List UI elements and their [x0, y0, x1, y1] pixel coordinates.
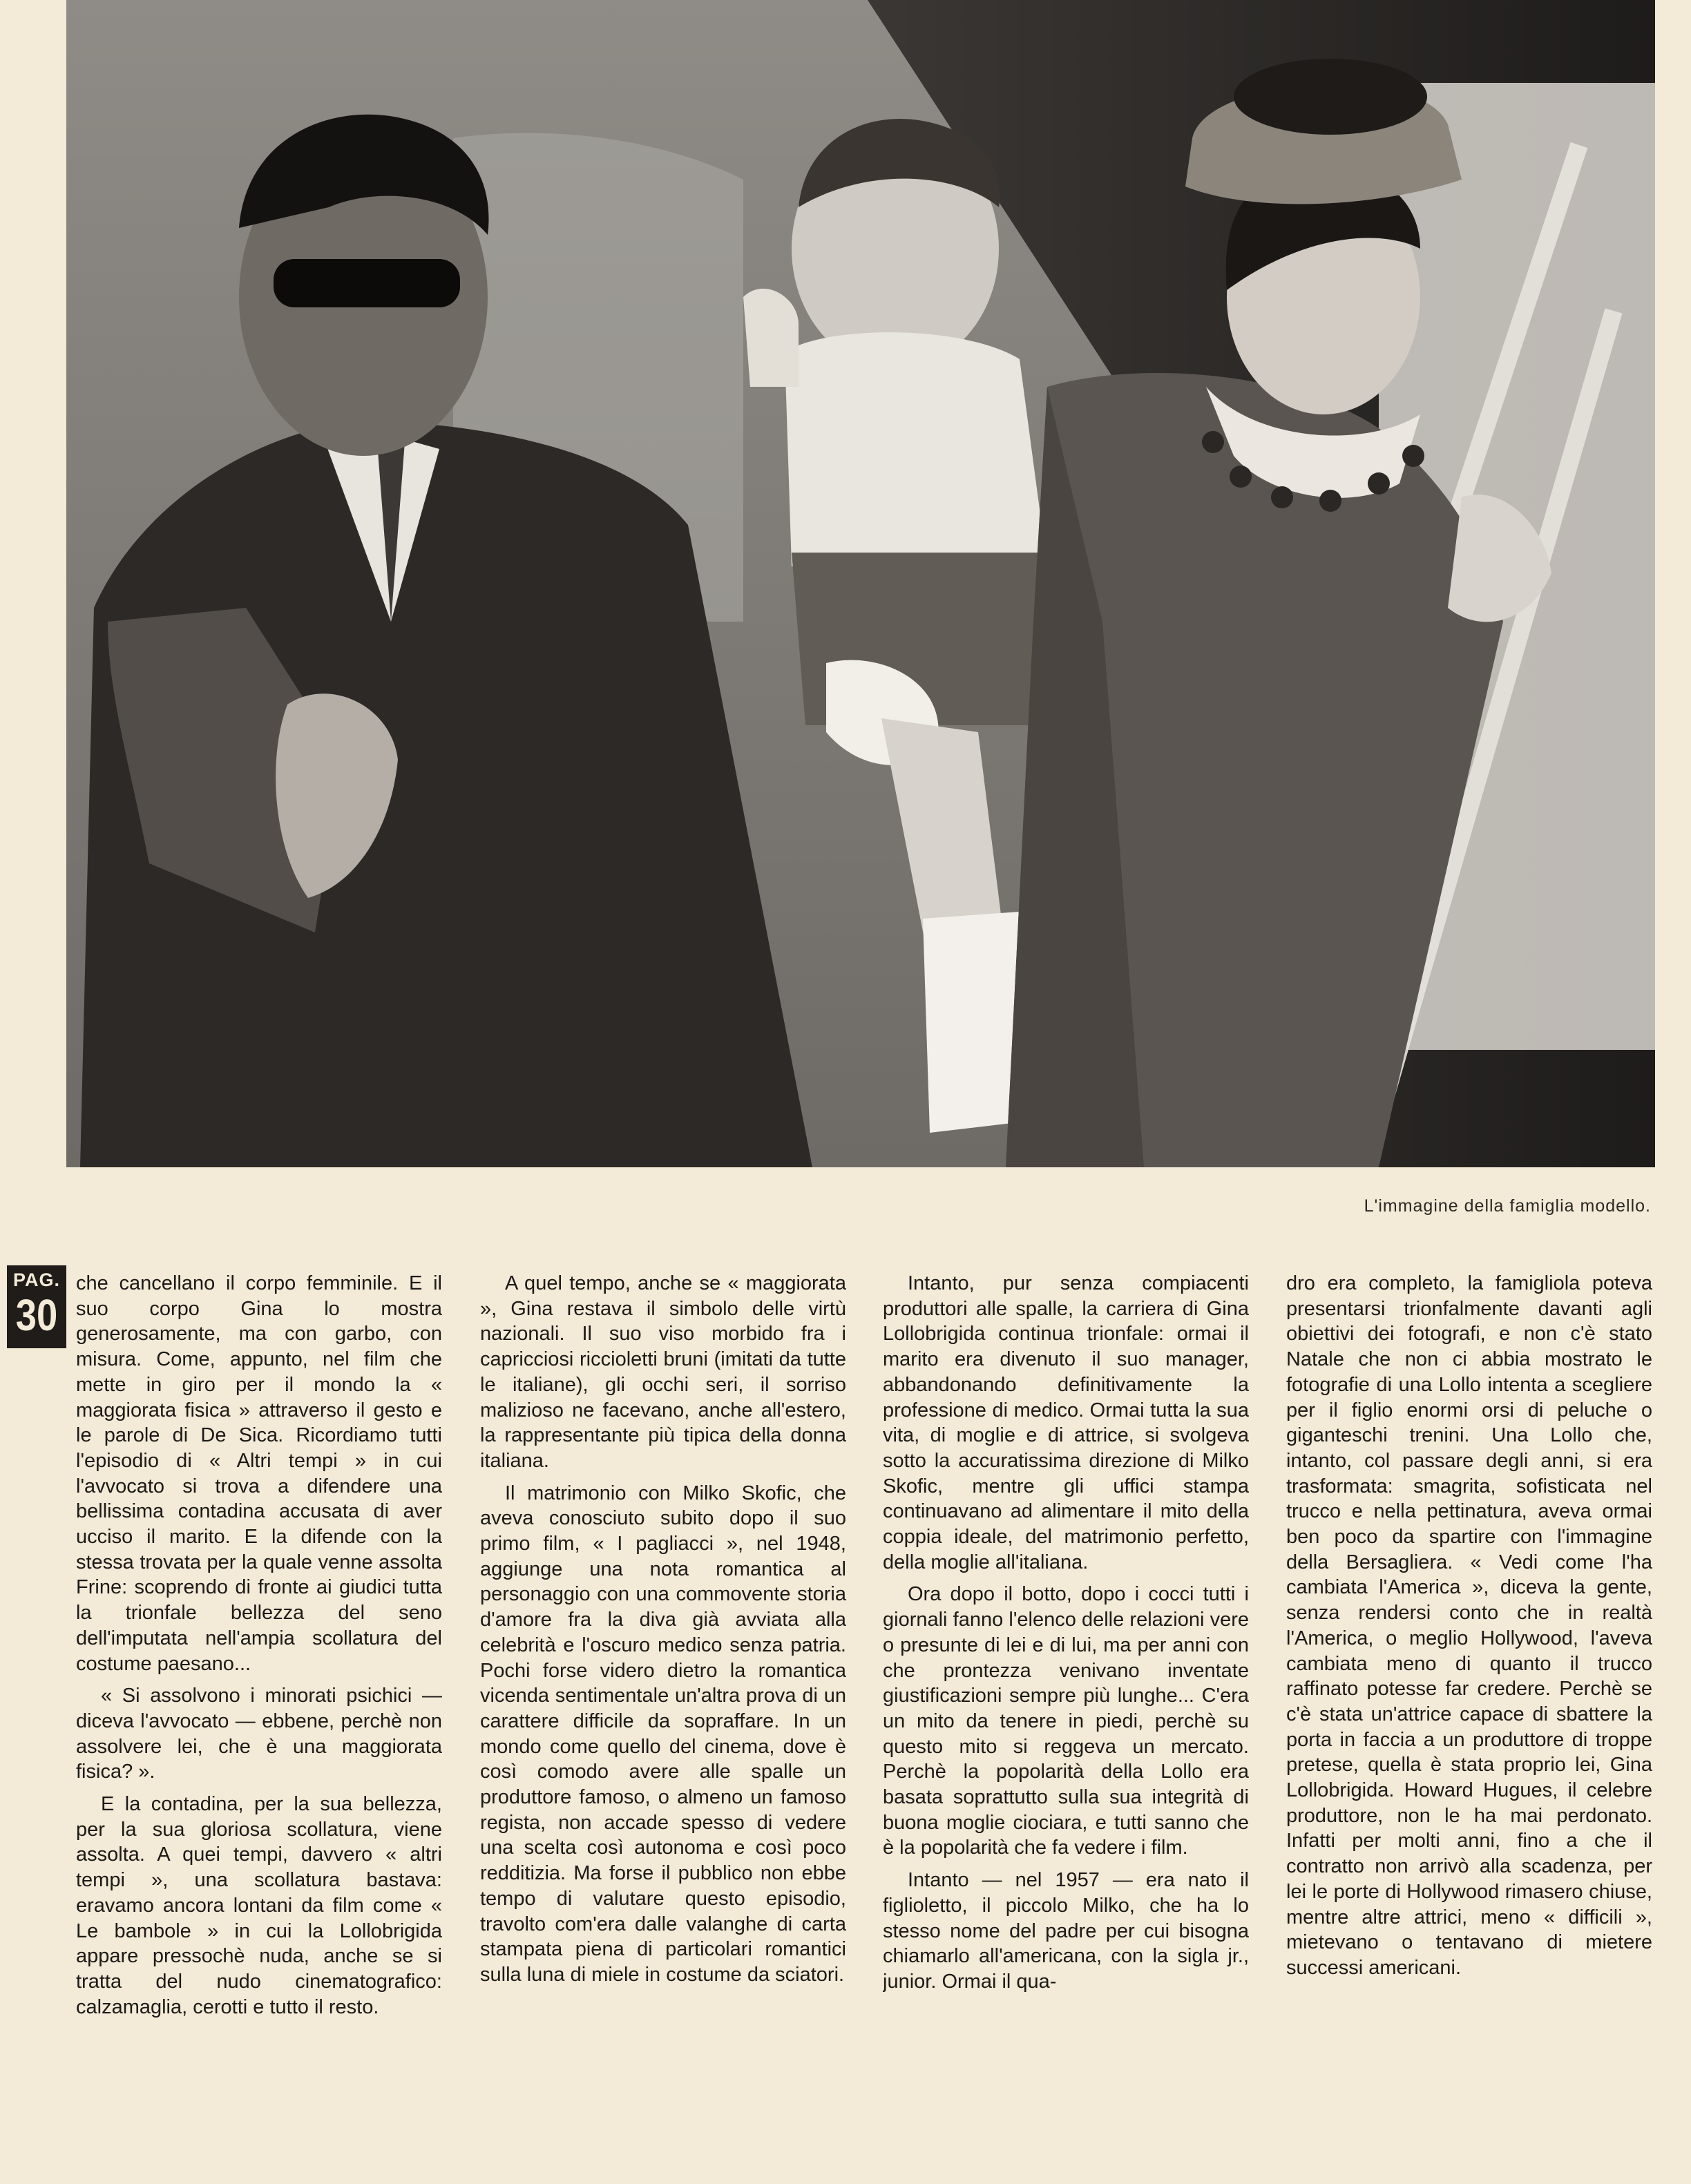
paragraph: Ora dopo il botto, dopo i cocci tutti i giornali fanno l'elenco delle relazioni vere o presunte di lei e di lui, ma per anni con che prontezza venivano inventate giustificazioni sempre più lunghe... C'era un mito da tenere in piedi, perchè su questo mito si reggeva un mercato. Perchè la popolarità della Lollo era basata soprattutto sulla sua integrità di buona moglie ciociara, e tutti sanno che è la popolarità che fa vedere i film. — [883, 1583, 1249, 1859]
text-column-2 — [480, 1271, 846, 2162]
text-column-4 — [1286, 1271, 1652, 2162]
page-number-tab — [7, 1265, 66, 1348]
photo-caption: L'immagine della famiglia modello. — [1364, 1196, 1651, 1216]
paragraph: dro era completo, la famigliola poteva presentarsi trionfalmente davanti agli obiettivi dei fotografi, e non c'è stato Natale che non ci abbia mostrato le fotografie di una Lollo intenta a scegliere per il figlio enormi orsi di peluche o giganteschi trenini. Una Lollo che, intanto, col passare degli anni, si era trasformata: smagrita, sofisticata nel trucco e nella pettinatura, aveva ormai ben poco da spartire con l'immagine della Bersagliera. « Vedi come l'ha cambiata l'America », diceva la gente, senza rendersi conto che in realtà l'America, o meglio Hollywood, l'aveva cambiata meno di quanto il trucco raffinato potesse far credere. Perchè se c'è stata un'attrice capace di sbattere la porta in faccia a un produttore di troppe pretese, quella è stata proprio lei, Gina Lollobrigida. Howard Hugues, il celebre produttore, non le ha mai perdonato. Infatti per molti anni, fino a che il contratto non arrivò alla scadenza, per lei le porte di Hollywood rimasero chiuse, mentre altre attrici, meno « difficili », mietevano o tentavano di mietere successi americani. — [1286, 1272, 1652, 1979]
paragraph: « Si assolvono i minorati psichici — diceva l'avvocato — ebbene, perchè non assolvere lei, che è una maggiorata fisica? ». — [76, 1685, 442, 1783]
paragraph: che cancellano il corpo femminile. E il suo corpo Gina lo mostra generosamente, ma con garbo, con misura. Come, appunto, nel film che mette in giro per il mondo la « maggiorata fisica » attraverso il gesto e le parole di De Sica. Ricordiamo tutti l'episodio di « Altri tempi » in cui l'avvocato si trova a difendere una bellissima contadina accusata di aver ucciso il marito. E la difende con la stessa trovata per la quale venne assolta Frine: scoprendo di fronte ai giudici tutta la trionfale bellezza del seno dell'imputata nell'ampia scollatura del costume paesano... — [76, 1272, 442, 1675]
page-number: 30 — [15, 1290, 58, 1340]
text-column-3 — [883, 1271, 1249, 2162]
photo-illustration — [66, 0, 1655, 1167]
article-body — [76, 1271, 1665, 2169]
paragraph: A quel tempo, anche se « maggiorata », Gina restava il simbolo delle virtù nazionali. Il suo viso morbido fra i capricciosi riccioletti bruni (imitati da tutte le italiane), gli occhi seri, il sorriso malizioso ne facevano, anche all'estero, la rappresentante più tipica della donna italiana. — [480, 1272, 846, 1472]
paragraph: Intanto — nel 1957 — era nato il figlioletto, il piccolo Milko, che ha lo stesso nome del padre per cui bisogna chiamarlo all'americana, con la sigla jr., junior. Ormai il qua- — [883, 1869, 1249, 1993]
family-photo — [66, 0, 1655, 1167]
text-column-1 — [76, 1271, 442, 2162]
paragraph: Il matrimonio con Milko Skofic, che aveva conosciuto subito dopo il suo primo film, « I pagliacci », nel 1948, aggiunge una nota romantica al personaggio con una commovente storia d'amore fra la diva già avviata alla celebrità e l'oscuro medico senza patria. Pochi forse videro dietro la romantica vicenda sentimentale un'altra prova di un carattere difficile da sopraffare. In un mondo come quello del cinema, dove è così comodo avere alle spalle un produttore famoso, o almeno un famoso regista, non accade spesso di vedere una scelta così autonoma e così poco redditizia. Ma forse il pubblico non ebbe tempo di valutare questo episodio, travolto com'era dalle valanghe di carta stampata piena di particolari romantici sulla luna di miele in costume da sciatori. — [480, 1482, 846, 1986]
paragraph: E la contadina, per la sua bellezza, per la sua gloriosa scollatura, viene assolta. A quei tempi, davvero « altri tempi », una scollatura bastava: eravamo ancora lontani da film come « Le bambole » in cui la Lollobrigida appare pressochè nuda, anche se si tratta del nudo cinematografico: calzamaglia, cerotti e tutto il resto. — [76, 1793, 442, 2018]
page-label: PAG. — [12, 1270, 60, 1290]
paragraph: Intanto, pur senza compiacenti produttori alle spalle, la carriera di Gina Lollobrigida continua trionfale: ormai il marito era divenuto il suo manager, abbandonando definitivamente la professione di medico. Ormai tutta la sua vita, di moglie e di attrice, si svolgeva sotto la accuratissima direzione di Milko Skofic, mentre gli uffici stampa continuavano ad alimentare il mito della coppia ideale, del matrimonio perfetto, della moglie all'italiana. — [883, 1272, 1249, 1573]
